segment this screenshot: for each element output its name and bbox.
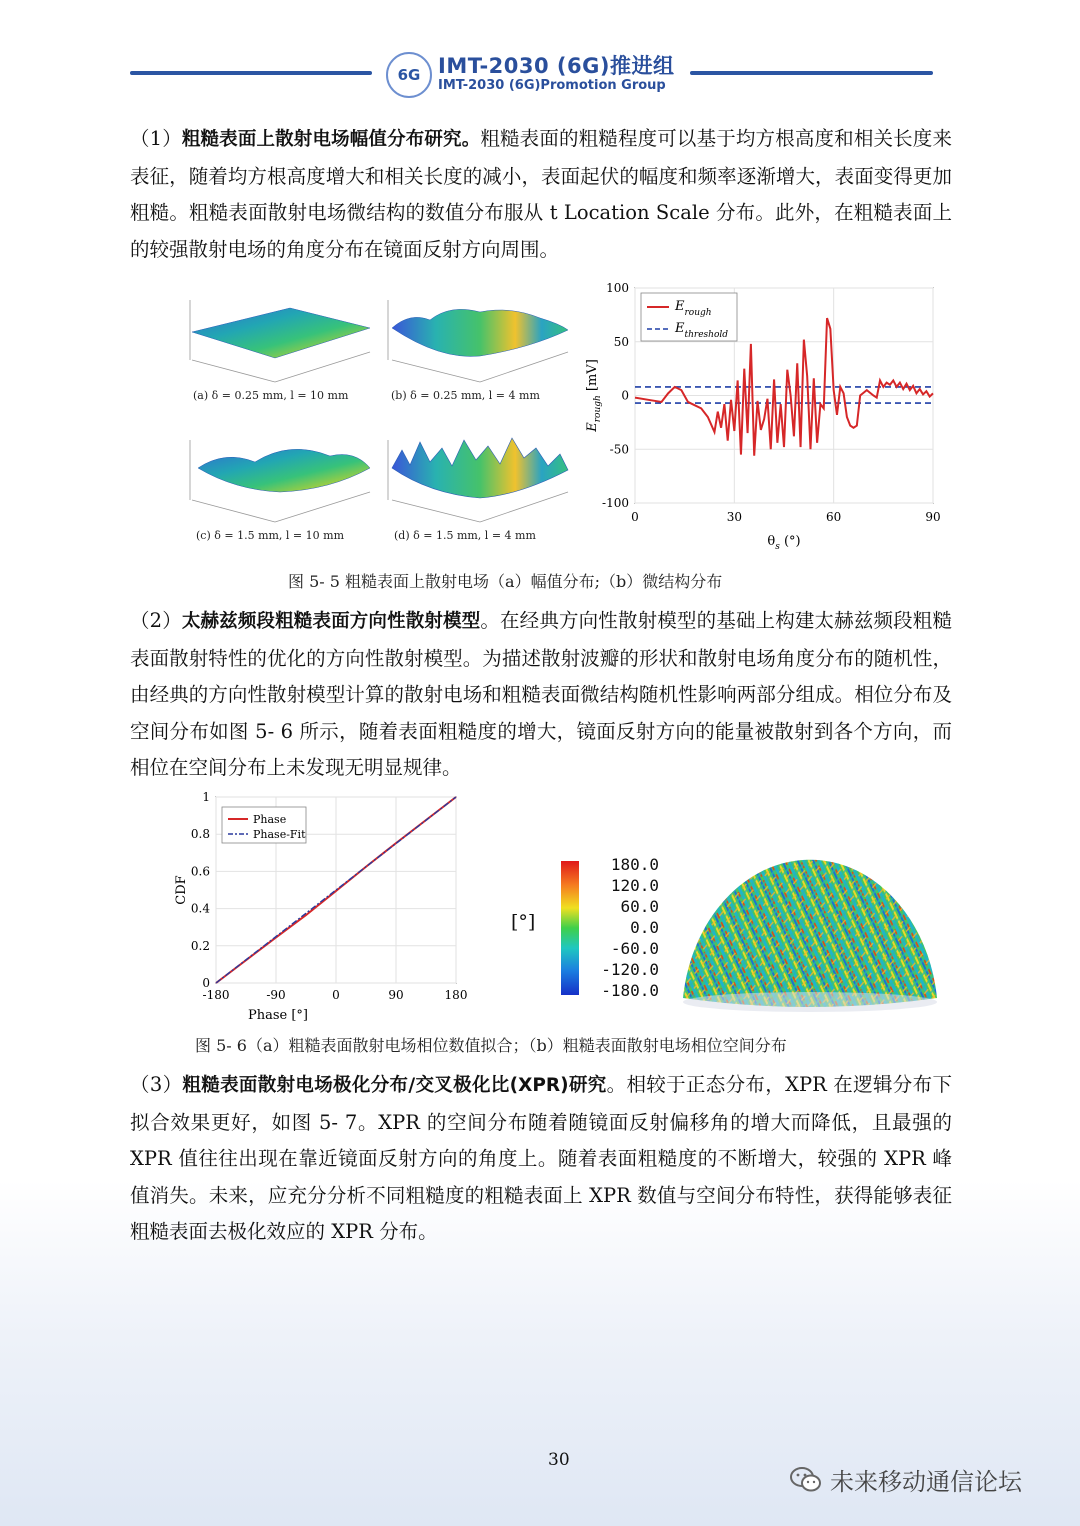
para1-number: （1） (130, 127, 182, 150)
wechat-icon (790, 1466, 822, 1494)
para2-text: 。在经典方向性散射模型的基础上构建太赫兹频段粗糙表面散射特性的优化的方向性散射模型。为描述散射波瓣的形状和散射电场角度分布的随机性，由经典的方向性散射模型计算的散射电场和粗糙表面微结构随机性影响两部分组成。相位分布及空间分布如图 5- 6 所示，随着表面粗糙度的增大，镜面反射方向的能量被散射到各个方向，而相位在空间分布上未发现无明显规律。 (130, 609, 952, 780)
watermark-text: 未来移动通信论坛 (830, 1468, 1022, 1496)
para1-text: 粗糙表面的粗糙程度可以基于均方根高度和相关长度来表征，随着均方根高度增大和相关长度的减小，表面起伏的幅度和频率逐渐增大，表面变得更加粗糙。粗糙表面散射电场微结构的数值分布服从 t Location Scale 分布。此外，在粗糙表面上的较强散射电场的角度分布在镜面反射方向周围。 (130, 127, 952, 261)
y-tick-label: 0 (621, 388, 629, 403)
imt2030-logo (386, 52, 432, 98)
panel-caption-b: (b) δ = 0.25 mm, l = 4 mm (391, 389, 540, 402)
surface-panel-d (388, 438, 568, 522)
chart2-legend (222, 807, 306, 843)
y-tick-label: 0 (202, 976, 210, 990)
watermark (790, 1462, 1022, 1497)
paragraph-2 (130, 603, 952, 787)
y-tick-label: 50 (613, 334, 629, 349)
colorbar-tick-label: -60.0 (610, 939, 659, 958)
x-tick-label: 60 (826, 510, 842, 524)
header-title: IMT-2030 (6G)推进组 (438, 54, 675, 78)
colorbar-gradient (561, 861, 579, 995)
y-tick-label: -100 (602, 496, 629, 510)
y-axis-label: $E_{rough}$ [mV] (585, 359, 603, 432)
x-tick-label: -180 (202, 988, 230, 1002)
y-tick-label: 0.2 (190, 938, 210, 953)
x-axis-label: Phase [°] (247, 1008, 309, 1023)
figure-5-5-caption: 图 5- 5 粗糙表面上散射电场（a）幅值分布;（b）微结构分布 (288, 572, 723, 591)
legend-label-phase-fit: Phase-Fit (253, 828, 306, 841)
x-tick-label: 180 (444, 988, 468, 1002)
legend-label-erough: $E_{rough}$ (675, 299, 712, 318)
para1-lead: 粗糙表面上散射电场幅值分布研究。 (181, 129, 481, 150)
paragraph-1 (130, 121, 952, 268)
colorbar-tick-label: 0.0 (630, 918, 659, 937)
para2-lead: 太赫兹频段粗糙表面方向性散射模型 (181, 611, 481, 632)
colorbar-unit: [°] (511, 911, 536, 933)
figure-5-6-caption: 图 5- 6（a）粗糙表面散射电场相位数值拟合；（b）粗糙表面散射电场相位空间分布 (195, 1036, 787, 1055)
x-tick-label: 0 (332, 988, 340, 1002)
panel-caption-d: (d) δ = 1.5 mm, l = 4 mm (394, 529, 536, 542)
x-tick-label: 90 (925, 510, 941, 524)
y-tick-label: 0.6 (190, 864, 210, 879)
legend-label-phase: Phase (253, 813, 287, 826)
y-tick-label: 100 (606, 281, 629, 295)
x-tick-label: 30 (726, 510, 742, 524)
colorbar-tick-label: -120.0 (601, 960, 659, 979)
x-tick-label: -90 (266, 988, 286, 1002)
page-number: 30 (548, 1450, 570, 1470)
x-tick-label: 0 (631, 510, 639, 524)
surface-panel-c (190, 440, 370, 522)
para2-number: （2） (130, 609, 182, 632)
para3-text: 。相较于正态分布，XPR 在逻辑分布下拟合效果更好，如图 5- 7。XPR 的空间分布随着随镜面反射偏移角的增大而降低，且最强的 XPR 值往往出现在靠近镜面反射方向的角度上。随着表面粗糙度的不断增大，较强的 XPR 峰值消失。未来，应充分分析不同粗糙度的粗糙表面上 XPR 数值与空间分布特性，获得能够表征粗糙表面去极化效应的 XPR 分布。 (130, 1073, 952, 1244)
para3-number: （3） (130, 1073, 183, 1096)
y-tick-label: -50 (609, 442, 629, 457)
panel-caption-a: (a) δ = 0.25 mm, l = 10 mm (193, 389, 349, 402)
header-rule-right (690, 71, 933, 75)
phase-hemisphere (675, 820, 945, 1020)
logo-text: 6G (397, 66, 421, 84)
x-axis-label: $\theta_s$ (°) (767, 534, 801, 550)
header-rule-left (130, 71, 372, 75)
legend-label-threshold: $E_{threshold}$ (675, 321, 729, 340)
chart1-legend (641, 293, 737, 341)
colorbar-tick-label: 60.0 (620, 897, 659, 916)
erough-chart (578, 280, 948, 550)
phase-colorbar (505, 845, 665, 1005)
y-axis-label: CDF (174, 875, 189, 905)
header-subtitle: IMT-2030 (6G)Promotion Group (438, 78, 666, 93)
x-tick-label: 90 (388, 988, 404, 1002)
surface-panels (180, 290, 580, 550)
y-tick-label: 1 (202, 790, 210, 804)
surface-panel-a (190, 300, 370, 382)
y-tick-label: 0.4 (190, 901, 210, 916)
colorbar-tick-label: 180.0 (610, 855, 659, 874)
para3-lead: 粗糙表面散射电场极化分布/交叉极化比(XPR)研究 (182, 1075, 607, 1096)
colorbar-tick-label: -180.0 (601, 981, 659, 1000)
colorbar-tick-label: 120.0 (610, 876, 659, 895)
surface-panel-b (388, 300, 568, 382)
paragraph-3 (130, 1067, 952, 1251)
panel-caption-c: (c) δ = 1.5 mm, l = 10 mm (196, 529, 345, 542)
cdf-chart (168, 785, 478, 1030)
y-tick-label: 0.8 (190, 827, 210, 842)
